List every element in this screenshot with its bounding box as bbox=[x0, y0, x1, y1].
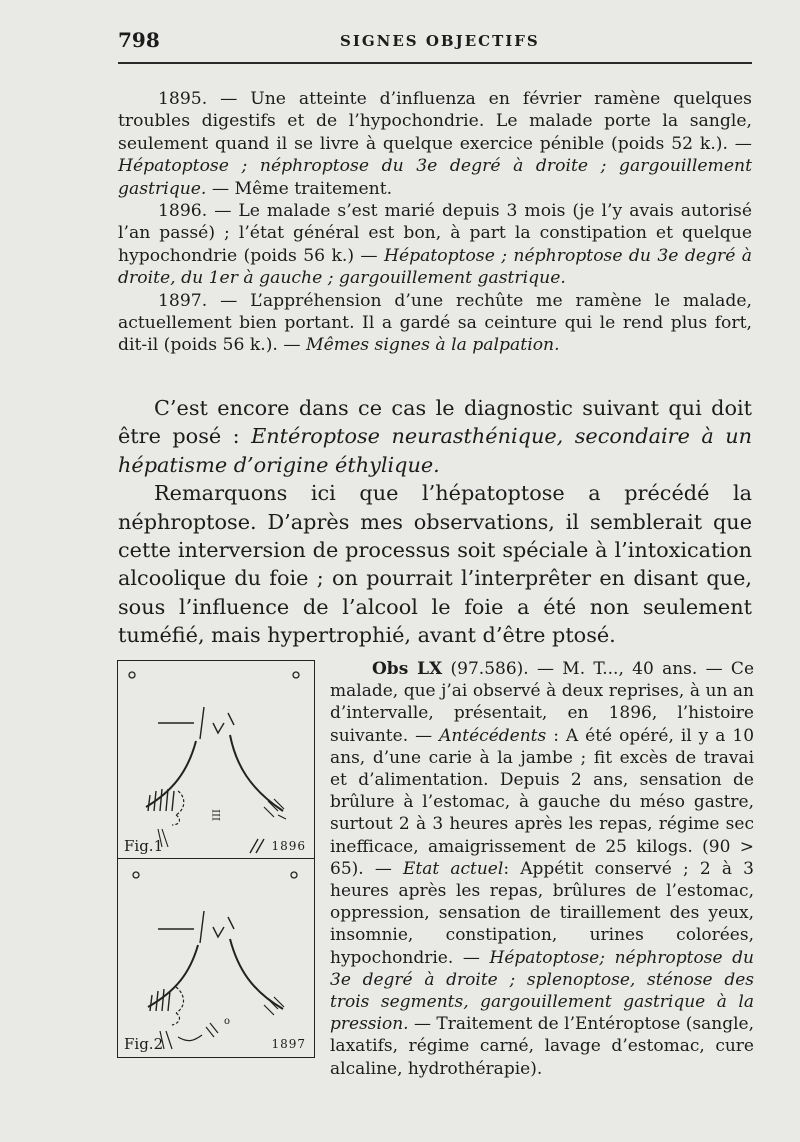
page-header bbox=[118, 28, 752, 62]
figure-1 bbox=[118, 661, 314, 859]
observation-text: Obs LX (97.586). — M. T..., 40 ans. — Ce malade, que j’ai observé à deux reprises, à un an d’intervalle, présentait, en 1896, l’histoire suivante. — Antécédents : A été opéré, il y a 10 ans, d’une carie à la jambe ; fit excès de travai et d’alimentation. Depuis 2 ans, sensation de brûlure à l’estomac, à gauche du méso gastre, surtout 2 à 3 heures après les repas, régime sec inefficace, amaigrissement de 25 kilogs. (90 > 65). — Etat actuel: Appétit conservé ; 2 à 3 heures après les repas, brûlures de l’estomac, oppression, sensation de tiraillement des yeux, insomnie, constipation, urines colorées, hypochondrie. — Hépatoptose; néphroptose du 3e degré à droite ; splenoptose, sténose des trois segments, gargouillement gastrique à la pression. — Traitement de l’Entéroptose (sangle, laxatifs, régime carné, lavage d’estomac, cure alcaline, hydrothérapie). bbox=[330, 659, 755, 1079]
figure-panel bbox=[117, 660, 315, 1058]
diagnosis-paragraph: C’est encore dans ce cas le diagnostic suivant qui doit être posé : Entéroptose neurasthénique, secondaire à un hépatisme d’origine éthylique. bbox=[118, 396, 752, 477]
observation-title: Obs LX bbox=[372, 659, 443, 679]
figure-2-label: Fig.2 bbox=[124, 1035, 164, 1053]
figure-2-year: 1897 bbox=[271, 1037, 306, 1051]
figure-2-drawing bbox=[118, 859, 314, 1056]
commentary bbox=[118, 394, 752, 650]
figure-2 bbox=[118, 859, 314, 1056]
observation-lx bbox=[330, 658, 754, 1080]
figure-2-mark: o bbox=[224, 1016, 231, 1027]
figure-1-mark: III bbox=[212, 809, 223, 821]
followup-notes bbox=[118, 88, 752, 357]
figure-1-label: Fig.1 bbox=[124, 837, 164, 855]
figure-1-drawing bbox=[118, 661, 314, 858]
note-1897: 1897. — L’appréhension d’une rechûte me ramène le malade, actuellement bien portant. Il a gardé sa ceinture qui le rend plus fort, dit-il (poids 56 k.). — Mêmes signes à la palpation. bbox=[118, 290, 752, 356]
note-1896: 1896. — Le malade s’est marié depuis 3 mois (je l’y avais autorisé l’an passé) ; l’état général est bon, à part la constipation et quelque hypochondrie (poids 56 k.) — Hépatoptose ; néphroptose du 3e degré à droite, du 1er à gauche ; gargouillement gastrique. bbox=[118, 201, 752, 289]
running-title: SIGNES OBJECTIFS bbox=[340, 32, 540, 50]
header-rule bbox=[118, 62, 752, 64]
note-1895: 1895. — Une atteinte d’influenza en février ramène quelques troubles digestifs et de l’hypochondrie. Le malade porte la sangle, seulement quand il se livre à quelque exercice pénible (poids 52 k.). — Hépatoptose ; néphroptose du 3e degré à droite ; gargouillement gastrique. — Même traitement. bbox=[118, 89, 752, 199]
page-number: 798 bbox=[118, 28, 160, 52]
figure-1-year: 1896 bbox=[271, 839, 306, 853]
remark-paragraph: Remarquons ici que l’hépatoptose a précédé la néphroptose. D’après mes observations, il semblerait que cette interversion de processus soit spéciale à l’intoxication alcoolique du foie ; on pourrait l’interprêter en disant que, sous l’influence de l’alcool le foie a été non seulement tuméfié, mais hypertrophié, avant d’être ptosé. bbox=[118, 481, 752, 648]
